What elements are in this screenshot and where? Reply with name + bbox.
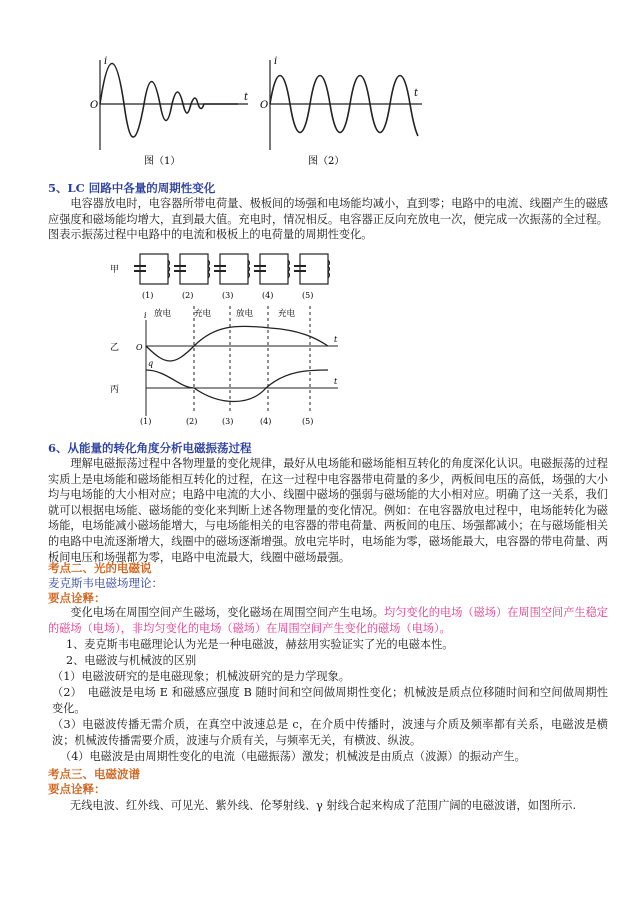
circuit-label-5: (5): [302, 291, 314, 300]
point2-subheading: 麦克斯韦电磁场理论：: [48, 576, 163, 590]
bottom-label-2: (2): [186, 417, 198, 426]
section6-heading: 6、从能量的转化角度分析电磁振荡过程: [48, 441, 252, 455]
origin-label: O: [136, 343, 143, 352]
row-bing-label: 丙: [110, 385, 120, 395]
point2-line6: （4）电磁波是由周期性变化的电流（电磁振荡）激发；机械波是由质点（波源）的振动产生。: [60, 750, 526, 763]
section5-heading: 5、LC 回路中各量的周期性变化: [48, 181, 216, 195]
bottom-label-1: (1): [140, 417, 152, 426]
phase-label-3: 放电: [236, 309, 254, 319]
section6-paragraph: 理解电磁振荡过程中各物理量的变化规律，最好从电场能和磁场能相互转化的角度深化认识。电磁振荡的过程实质上是电场能和磁场能相互转化的过程，在这一过程中电容器带电荷量的多少，两板间电压的高低，场强的大小均与电场能的大小相对应；电路中电流的大小、线圈中磁场的强弱与磁场能的大小相对应。明确了这一关系，我们就可以根据电场能、磁场能的变化来判断上述各物理量的变化情况。例如：在电容器放电过程中，电场能转化为磁场能，电场能减小磁场能增大，与电场能相关的电容器的带电荷量、两板间的电压、场强都减小；在与磁场能相关的电路中电流逐渐增大，线圈中的磁场逐渐增强。放电完毕时，电场能为零，磁场能最大，电容器的带电荷量、两板间电压和场强都为零，电路中电流最大，线圈中磁场最强。: [48, 457, 608, 564]
axis-t-label-1: t: [334, 335, 338, 344]
axis-i-label: i: [144, 311, 147, 320]
point2-text-black: 变化电场在周围空间产生磁场，变化磁场在周围空间产生电场。: [70, 606, 384, 619]
circuit-label-3: (3): [222, 291, 234, 300]
left-axis-t: t: [244, 92, 249, 103]
point3-line1: 无线电波、红外线、可见光、紫外线、伦琴射线、γ 射线合起来构成了范围广阔的电磁波谱，如图所示.: [70, 799, 577, 812]
left-caption: 图（1）: [144, 156, 181, 167]
point3-heading: 考点三、电磁波谱: [48, 767, 140, 781]
phase-label-4: 充电: [278, 309, 296, 319]
point2-text-pink: 均匀变化的电场（磁场）在周围空间产生稳定的磁场（电场），非均匀变化的电场（磁场）在周围空间产生变化的磁场（电场）。: [48, 606, 608, 635]
lc-oscillation-figure: [110, 246, 350, 426]
point2-paragraph: [48, 605, 608, 636]
oscillation-figure: [88, 52, 428, 174]
point2-line5: （3）电磁波传播无需介质，在真空中波速总是 c，在介质中传播时，波速与介质及频率都有关系，电磁波是横波；机械波传播需要介质，波速与介质有关，与频率无关，有横波、纵波。: [52, 718, 608, 747]
right-origin: O: [260, 100, 269, 111]
point2-label: 要点诠释：: [48, 591, 106, 605]
left-axis-i: i: [104, 56, 108, 67]
left-origin: O: [90, 100, 99, 111]
point2-line1: 1、麦克斯韦电磁理论认为光是一种电磁波，赫兹用实验证实了光的电磁本性。: [66, 638, 454, 651]
circuit-label-2: (2): [182, 291, 194, 300]
row-jia-label: 甲: [110, 265, 120, 275]
axis-q-label: q: [148, 359, 154, 368]
right-axis-t: t: [414, 88, 419, 99]
bottom-label-5: (5): [302, 417, 314, 426]
row-yi-label: 乙: [110, 343, 120, 353]
point2-line2: 2、电磁波与机械波的区别: [66, 654, 197, 667]
section5-paragraph: 电容器放电时，电容器所带电荷量、极板间的场强和电场能均减小，直到零；电路中的电流、线圈产生的磁感应强度和磁场能均增大，直到最大值。充电时，情况相反。电容器正反向充放电一次，便完成一次振荡的全过程。图表示振荡过程中电路中的电流和极板上的电荷量的周期性变化。: [48, 197, 608, 242]
point2-line4: （2） 电磁波是电场 E 和磁感应强度 B 随时间和空间做周期性变化；机械波是质点位移随时间和空间做周期性变化。: [52, 686, 608, 715]
circuit-label-4: (4): [262, 291, 274, 300]
bottom-label-3: (3): [222, 417, 234, 426]
phase-label-2: 充电: [194, 309, 212, 319]
point3-label: 要点诠释：: [48, 782, 106, 796]
bottom-label-4: (4): [260, 417, 272, 426]
point2-line3: （1）电磁波研究的是电磁现象；机械波研究的是力学现象。: [52, 670, 350, 683]
axis-t-label-2: t: [334, 377, 338, 386]
right-axis-i: i: [274, 56, 278, 67]
point2-heading: 考点二、光的电磁说: [48, 561, 152, 575]
right-caption: 图（2）: [308, 156, 345, 167]
phase-label-1: 放电: [154, 309, 172, 319]
circuit-label-1: (1): [142, 291, 154, 300]
